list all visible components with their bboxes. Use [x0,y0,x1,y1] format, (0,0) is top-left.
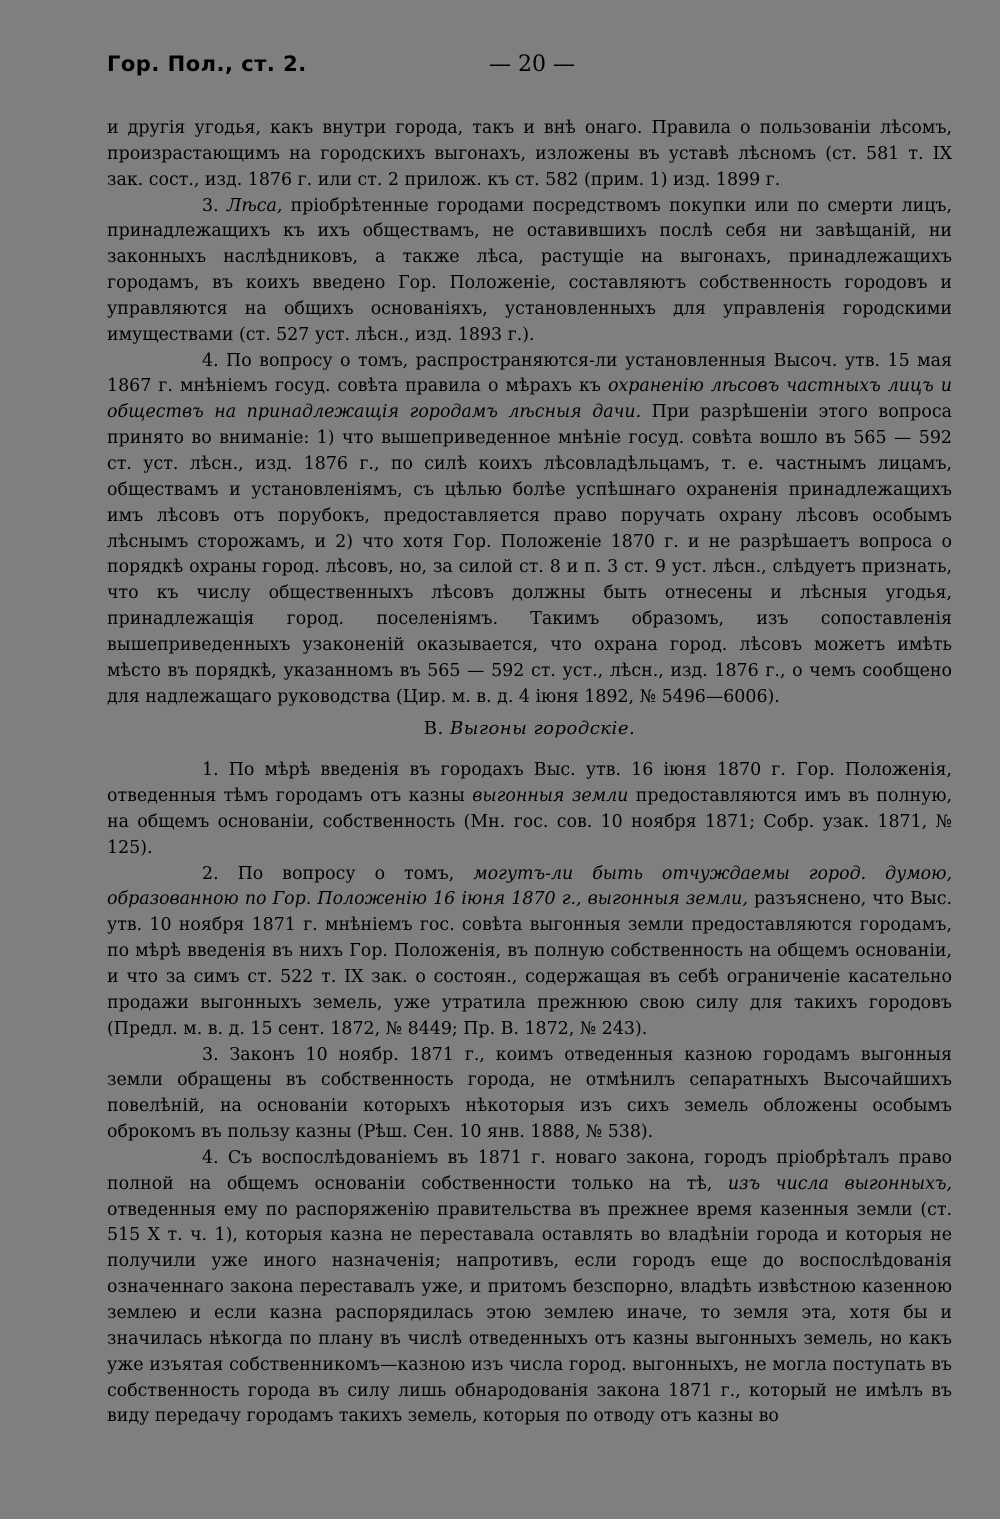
paragraph-text: отведенныя ему по распоряженію правительства въ прежнее время казенныя земли (ст. 515 X т. ч. 1), которыя казна не переставала оставлять во владѣніи города и которыя не получили уже иного назначенія; напротивъ, если городъ еще до воспослѣдованія означеннаго закона переставалъ уже, и притомъ безспорно, владѣть извѣстною казенною землею и если казна распорядилась этою землею иначе, то земля эта, хотя бы и значилась нѣкогда по плану въ числѣ отведенныхъ отъ казны выгонныхъ земель, но какъ уже изъятая собственникомъ—казною изъ числа город. выгонныхъ, не могла поступать въ собственность города въ силу лишь обнародованія закона 1871 г., который не имѣлъ въ виду передачу городамъ такихъ земель, которыя по отводу отъ казны во [107,1199,952,1427]
section-title: Выгоны городскіе. [449,718,636,740]
paragraph-continuation: и другія угодья, какъ внутри города, такъ и внѣ онаго. Правила о пользованіи лѣсомъ, произрастающимъ на городскихъ выгонахъ, изложены въ уставѣ лѣсномъ (ст. 581 т. IX зак. сост., изд. 1876 г. или ст. 2 прилож. къ ст. 582 (прим. 1) изд. 1899 г. [107,118,952,190]
section-paragraph-1 [107,758,952,861]
emphasis: изъ числа выгонныхъ, [727,1173,952,1194]
emphasis: охраненію лѣсовъ частныхъ лицъ и обществъ на принадлежащія городамъ лѣсныя дачи. [107,376,952,423]
body-text [107,116,952,1430]
page-header [107,52,949,86]
paragraph-text: разъяснено, что Выс. утв. 10 ноября 1871 г. мнѣніемъ гос. совѣта выгонныя земли предоставляются городамъ, по мѣрѣ введенія въ нихъ Гор. Положенія, въ полную собственность на общемъ основаніи, и что за симъ ст. 522 т. IX зак. о состоян., содержащая въ себѣ ограниченіе касательно продажи выгонныхъ земель, уже утратила прежнюю свою силу для такихъ городовъ (Предл. м. в. д. 15 сент. 1872, № 8449; Пр. В. 1872, № 243). [107,889,953,1039]
section-paragraph-2 [107,862,952,1043]
paragraph-text: 2. По вопросу о томъ, [202,863,474,884]
paragraph-text: 1. По мѣрѣ введенія въ городахъ Выс. утв. 16 іюня 1870 г. Гор. Положенія, отведенныя тѣмъ городамъ отъ казны [107,760,952,807]
paragraph-number: 3. [202,195,227,216]
paragraph-text: При разрѣшеніи этого вопроса принято во вниманіе: 1) что вышеприведенное мнѣніе госуд. совѣта вошло въ 565 — 592 ст. уст. лѣсн., изд. 1876 г., по силѣ коихъ лѣсовладѣльцамъ, т. е. частнымъ лицамъ, обществамъ и установленіямъ, съ цѣлью болѣе успѣшнаго охраненія принадлежащихъ имъ лѣсовъ отъ порубокъ, предоставляется право поручать охрану лѣсовъ особымъ лѣснымъ сторожамъ, и 2) что хотя Гор. Положеніе 1870 г. и не разрѣшаетъ вопроса о порядкѣ охраны город. лѣсовъ, но, за силой ст. 8 и п. 3 ст. 9 уст. лѣсн., слѣдуетъ признать, что къ числу общественныхъ лѣсовъ должны быть отнесены и лѣсныя угодья, принадлежащія город. поселеніямъ. Такимъ образомъ, изъ сопоставленія вышеприведенныхъ узаконеній оказывается, что охрана город. лѣсовъ можетъ имѣть мѣсто въ порядкѣ, указанномъ въ 565 — 592 ст. уст., лѣсн., изд. 1876 г., о чемъ сообщено для надлежащаго руководства (Цир. м. в. д. 4 іюня 1892, № 5496—6006). [107,402,952,707]
paragraph-4-forest-protection [107,349,952,711]
section-letter: В. [423,718,450,740]
emphasis: выгонныя земли [472,786,629,807]
running-head: Гор. Пол., ст. 2. [107,52,307,76]
paragraph-text: 4. Съ воспослѣдованіемъ въ 1871 г. новаго закона, городъ пріобрѣталъ право полной на общемъ основаніи собственности только на тѣ, [107,1147,952,1194]
paragraph-3-forests [107,194,952,349]
section-paragraph-3: 3. Законъ 10 ноябр. 1871 г., коимъ отведенныя казною городамъ выгонныя земли обращены въ собственность города, не отмѣнилъ сепаратныхъ Высочайшихъ повелѣній, на основаніи которыхъ нѣкоторыя изъ сихъ земель обложены особымъ оброкомъ въ пользу казны (Рѣш. Сен. 10 янв. 1888, № 538). [107,1044,952,1143]
paragraph-text: 4. По вопросу о томъ, распространяются-ли установленныя Высоч. утв. 15 мая 1867 г. мнѣніемъ госуд. совѣта правила о мѣрахъ къ [107,350,952,397]
page-number: — 20 — [489,52,575,77]
paragraph-text: предоставляются имъ въ полную, на общемъ основаніи, собственность (Мн. гос. сов. 10 ноября 1871; Собр. узак. 1871, № 125). [107,786,953,858]
emphasis: Лѣса, [226,195,283,216]
section-heading [107,716,952,742]
emphasis: могутъ-ли быть отчуждаемы город. думою, образованною по Гор. Положенію 16 іюня 1870 г., выгонныя земли, [107,863,952,910]
section-paragraph-4 [107,1146,952,1430]
paragraph-text: пріобрѣтенные городами посредствомъ покупки или по смерти лицъ, принадлежащихъ къ ихъ обществамъ, не оставившихъ послѣ себя ни завѣщаній, ни законныхъ наслѣдниковъ, а также лѣса, растущіе на выгонахъ, принадлежащихъ городамъ, въ коихъ введено Гор. Положеніе, составляютъ собственность городовъ и управляются на общихъ основаніяхъ, установленныхъ для управленія городскими имуществами (ст. 527 уст. лѣсн., изд. 1893 г.). [107,195,953,345]
